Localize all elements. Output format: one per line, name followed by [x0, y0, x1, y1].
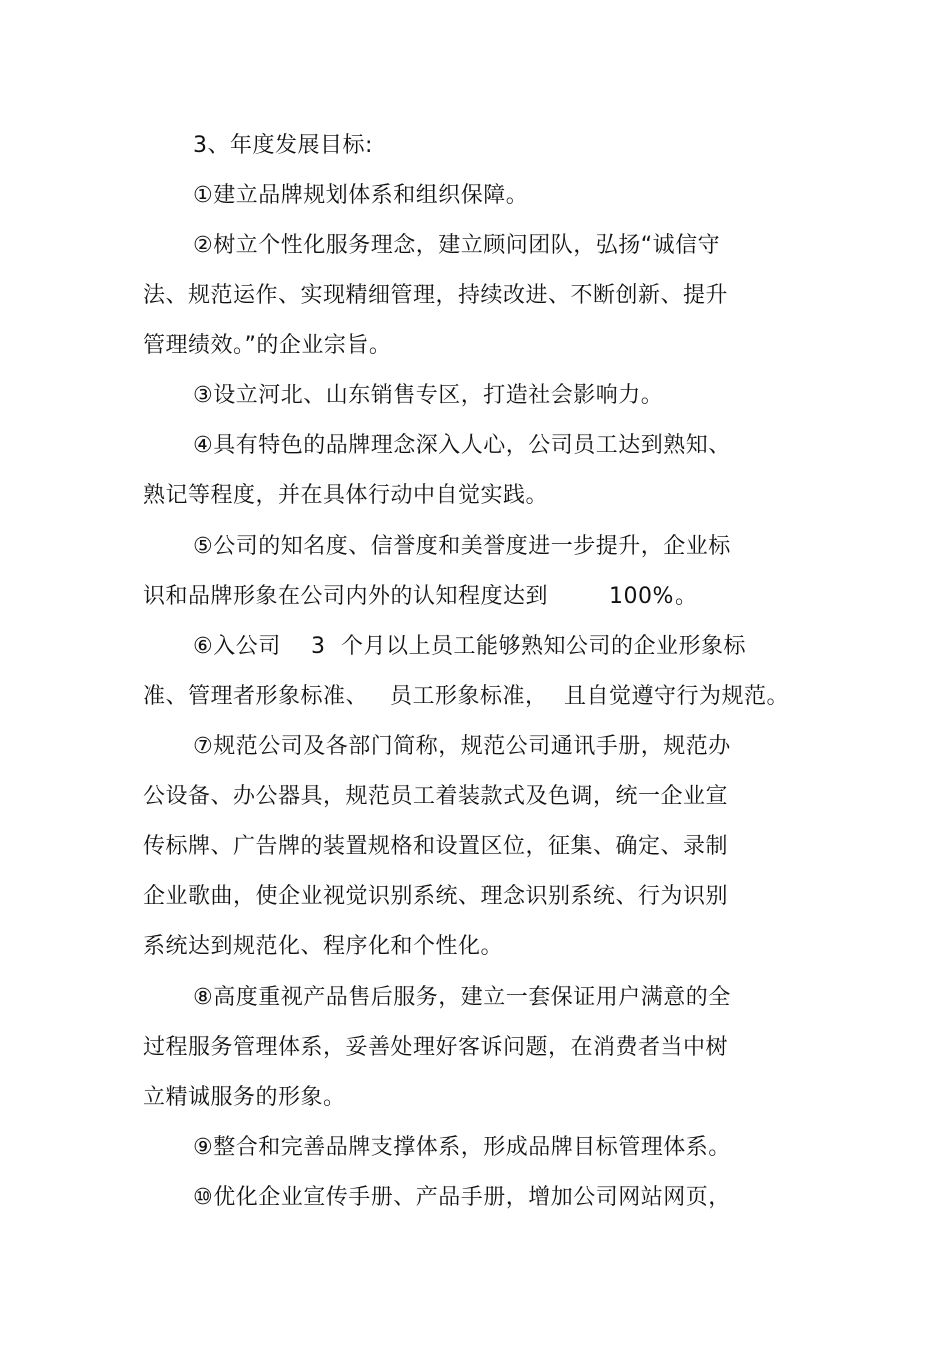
goal-6-line-1-rest: 个月以上员工能够熟知公司的企业形象标 [341, 634, 747, 659]
goal-5-percent-value: 100% [609, 584, 674, 609]
goal-8-line-3: 立精诚服务的形象。 [143, 1085, 346, 1110]
goal-2-line-2: 法、规范运作、实现精细管理，持续改进、不断创新、提升 [143, 283, 729, 308]
goal-6-line-2-part-2: 员工形象标准， [390, 684, 548, 709]
goal-2-line-3: 管理绩效。”的企业宗旨。 [143, 333, 392, 358]
goal-6-line-2-part-3: 且自觉遵守行为规范。 [564, 684, 790, 709]
goal-5-line-1: ⑤公司的知名度、信誉度和美誉度进一步提升，企业标 [193, 534, 731, 559]
goal-6-line-1 [193, 632, 763, 662]
goal-7-line-4: 企业歌曲，使企业视觉识别系统、理念识别系统、行为识别 [143, 884, 729, 909]
goal-7-line-1: ⑦规范公司及各部门简称，规范公司通讯手册，规范办 [193, 734, 731, 759]
goal-8-line-2: 过程服务管理体系，妥善处理好客诉问题，在消费者当中树 [143, 1035, 729, 1060]
goal-5-line-2 [143, 582, 703, 612]
goal-6-line-1-prefix: ⑥入公司 [193, 634, 281, 659]
goal-6-line-2 [143, 682, 803, 712]
goal-10-line-1: ⑩优化企业宣传手册、产品手册，增加公司网站网页， [193, 1185, 731, 1210]
section-heading: 3、年度发展目标: [193, 133, 373, 158]
goal-1-line-1: ①建立品牌规划体系和组织保障。 [193, 183, 529, 208]
goal-9-line-1: ⑨整合和完善品牌支撑体系，形成品牌目标管理体系。 [193, 1135, 731, 1160]
goal-6-line-2-part-1: 准、管理者形象标准、 [143, 684, 369, 709]
goal-3-line-1: ③设立河北、山东销售专区，打造社会影响力。 [193, 383, 664, 408]
goal-4-line-1: ④具有特色的品牌理念深入人心，公司员工达到熟知、 [193, 433, 731, 458]
goal-2-line-1: ②树立个性化服务理念，建立顾问团队，弘扬“诚信守 [193, 233, 721, 258]
goal-7-line-5: 系统达到规范化、程序化和个性化。 [143, 934, 504, 959]
goal-7-line-3: 传标牌、广告牌的装置规格和设置区位，征集、确定、录制 [143, 834, 729, 859]
goal-6-months-number: 3 [311, 634, 326, 659]
goal-4-line-2: 熟记等程度，并在具体行动中自觉实践。 [143, 483, 549, 508]
goal-5-line-2-tail: 。 [675, 584, 698, 609]
goal-5-line-2-text: 识和品牌形象在公司内外的认知程度达到 [143, 584, 549, 609]
goal-7-line-2: 公设备、办公器具，规范员工着装款式及色调，统一企业宣 [143, 784, 729, 809]
goal-8-line-1: ⑧高度重视产品售后服务，建立一套保证用户满意的全 [193, 985, 731, 1010]
